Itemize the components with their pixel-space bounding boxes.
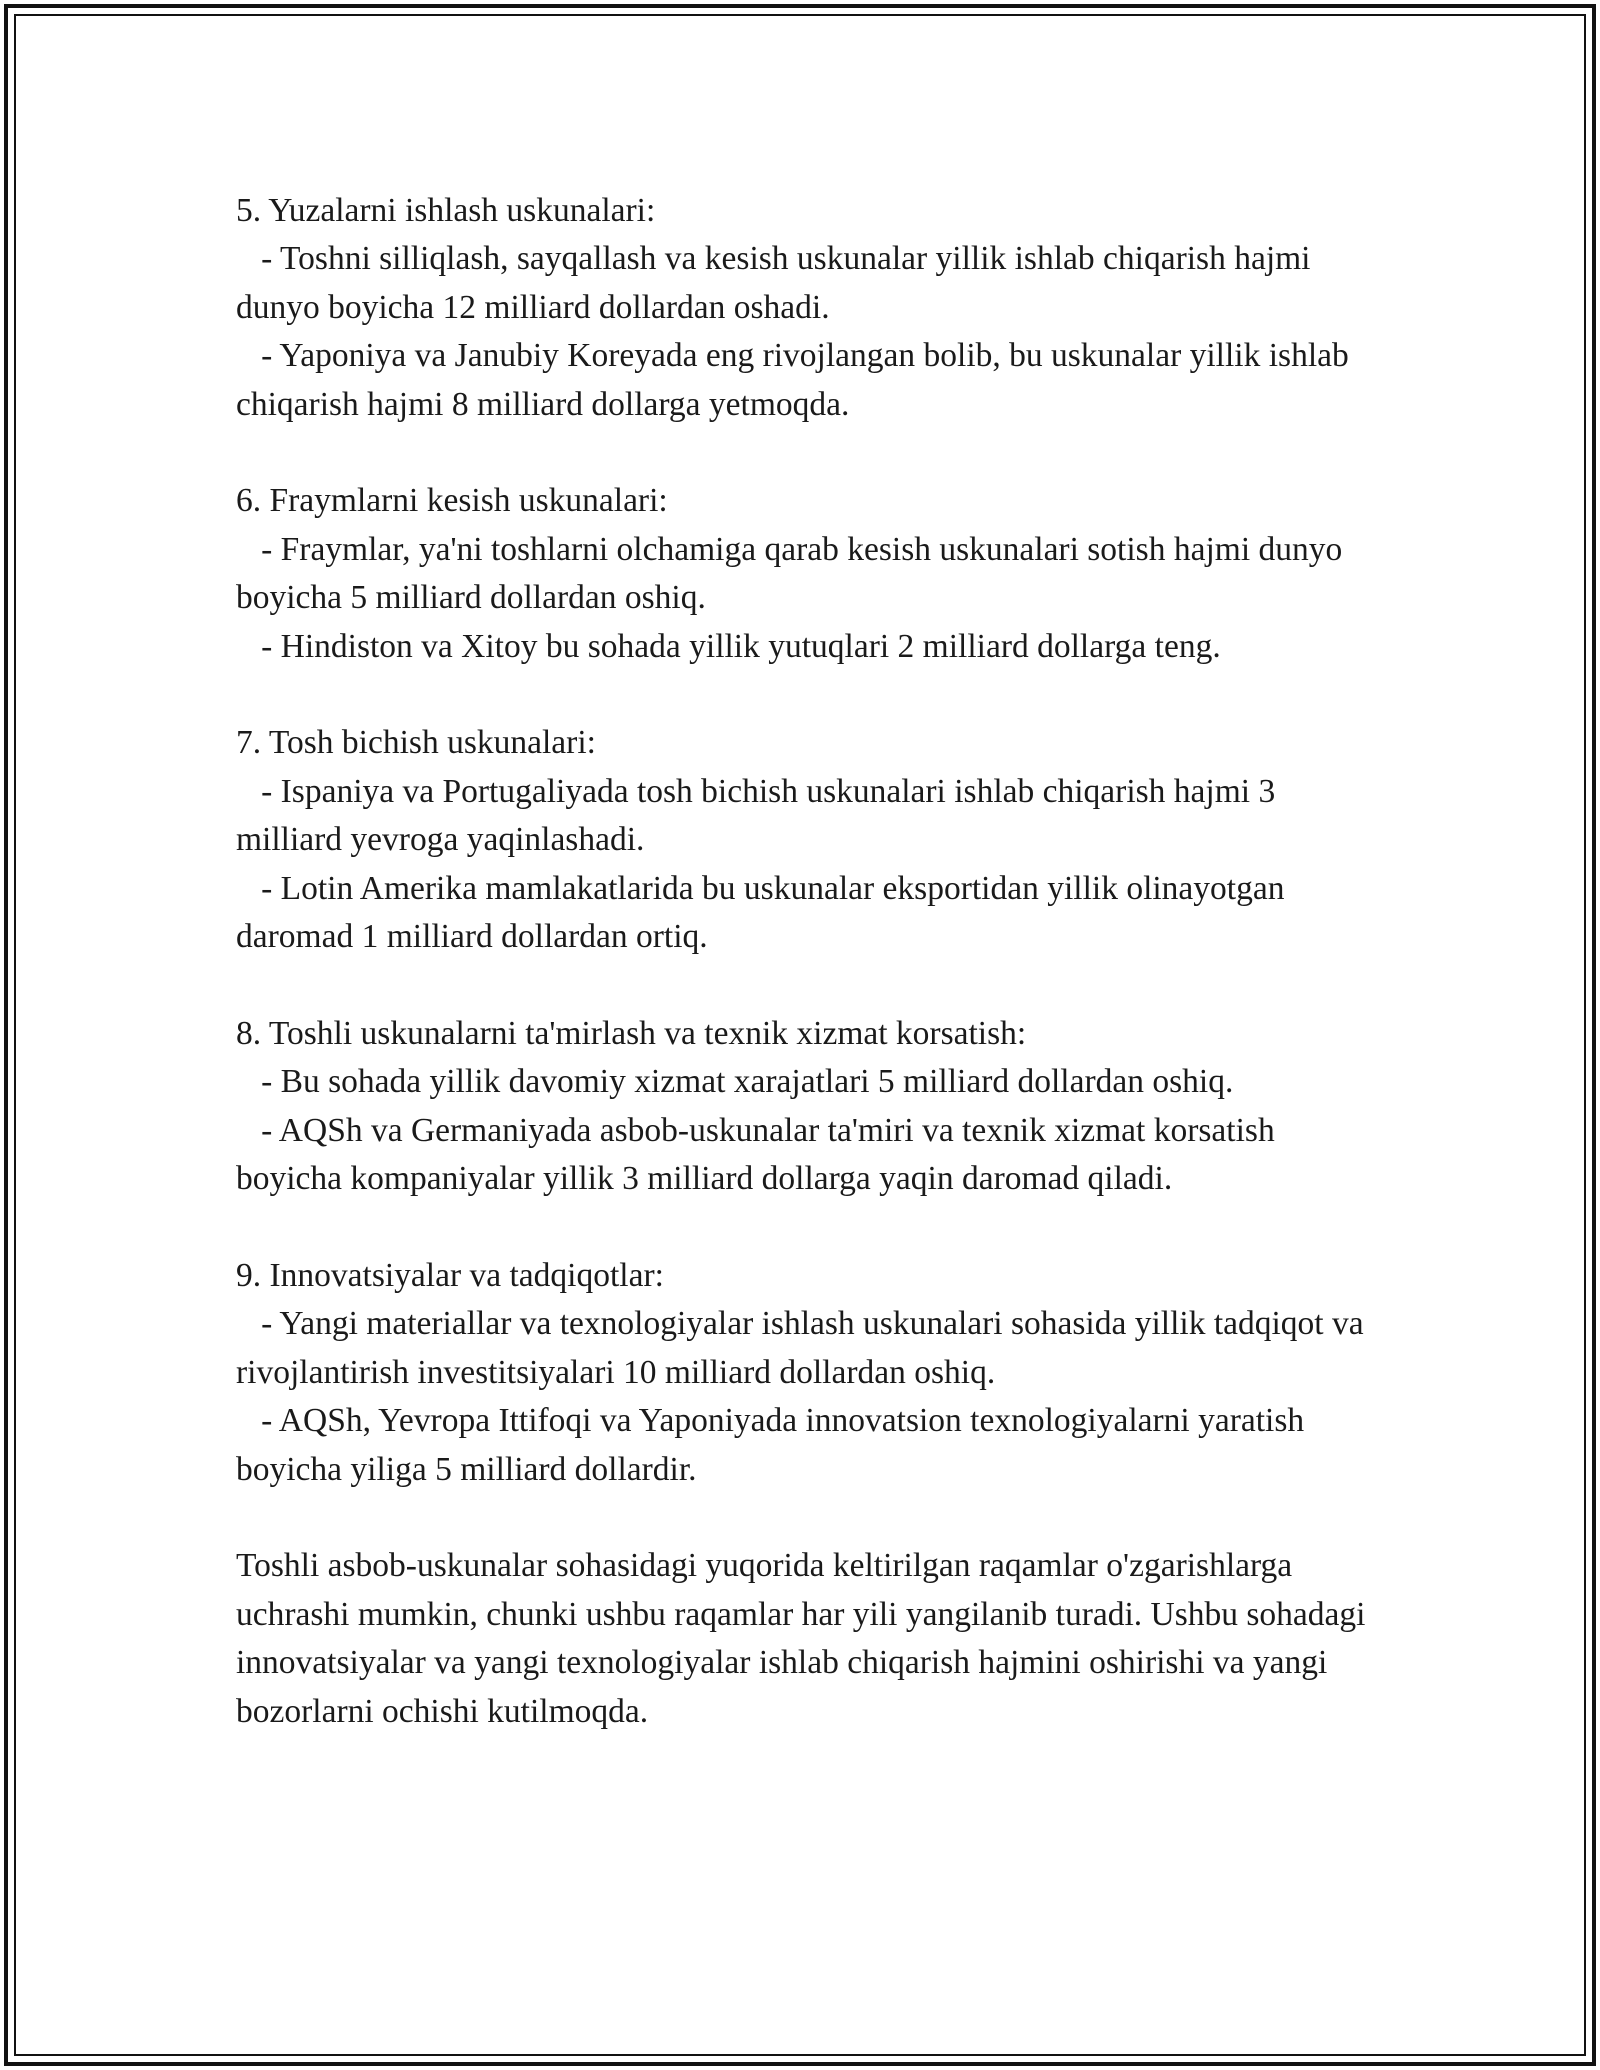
bullet-item: - Yaponiya va Janubiy Koreyada eng rivojlangan bolib, bu uskunalar yillik ishlab chiqarish hajmi 8 milliard dollarga yetmoqda. [236, 337, 1358, 423]
section-heading: 9. Innovatsiyalar va tadqiqotlar: [236, 1256, 664, 1294]
section-6 [236, 477, 1376, 671]
bullet-item: - Hindiston va Xitoy bu sohada yillik yutuqlari 2 milliard dollarga teng. [236, 627, 1221, 665]
section-heading: 8. Toshli uskunalarni ta'mirlash va texnik xizmat korsatish: [236, 1014, 1027, 1052]
section-5 [236, 187, 1376, 429]
bullet-item: - AQSh va Germaniyada asbob-uskunalar ta'miri va texnik xizmat korsatish boyicha kompaniyalar yillik 3 milliard dollarga yaqin daromad qiladi. [236, 1111, 1284, 1198]
bullet-item: - Bu sohada yillik davomiy xizmat xarajatlari 5 milliard dollardan oshiq. [236, 1063, 1234, 1101]
document-body [236, 187, 1376, 1736]
conclusion-paragraph: Toshli asbob-uskunalar sohasidagi yuqorida keltirilgan raqamlar o'zgarishlarga uchrashi mumkin, chunki ushbu raqamlar har yili yangilanib turadi. Ushbu sohadagi innovatsiyalar va yangi texnologiyalar ishlab chiqarish hajmini oshirishi va yangi bozorlarni ochishi kutilmoqda. [236, 1547, 1374, 1730]
section-heading: 7. Tosh bichish uskunalari: [236, 724, 596, 762]
bullet-item: - AQSh, Yevropa Ittifoqi va Yaponiyada innovatsion texnologiyalarni yaratish boyicha yiliga 5 milliard dollardir. [236, 1402, 1313, 1488]
section-heading: 6. Fraymlarni kesish uskunalari: [236, 482, 668, 520]
section-heading: 5. Yuzalarni ishlash uskunalari: [236, 192, 656, 229]
section-9 [236, 1252, 1376, 1494]
bullet-item: - Ispaniya va Portugaliyada tosh bichish uskunalari ishlab chiqarish hajmi 3 milliard yevroga yaqinlashadi. [236, 772, 1284, 859]
section-8 [236, 1010, 1376, 1204]
section-7 [236, 719, 1376, 961]
bullet-item: - Toshni silliqlash, sayqallash va kesish uskunalar yillik ishlab chiqarish hajmi dunyo boyicha 12 milliard dollardan oshadi. [236, 240, 1319, 326]
bullet-item: - Fraymlar, ya'ni toshlarni olchamiga qarab kesish uskunalari sotish hajmi dunyo boyicha 5 milliard dollardan oshiq. [236, 530, 1351, 617]
bullet-item: - Lotin Amerika mamlakatlarida bu uskunalar eksportidan yillik olinayotgan daromad 1 milliard dollardan ortiq. [236, 869, 1293, 956]
bullet-item: - Yangi materiallar va texnologiyalar ishlash uskunalari sohasida yillik tadqiqot va rivojlantirish investitsiyalari 10 milliard dollardan oshiq. [236, 1305, 1372, 1391]
